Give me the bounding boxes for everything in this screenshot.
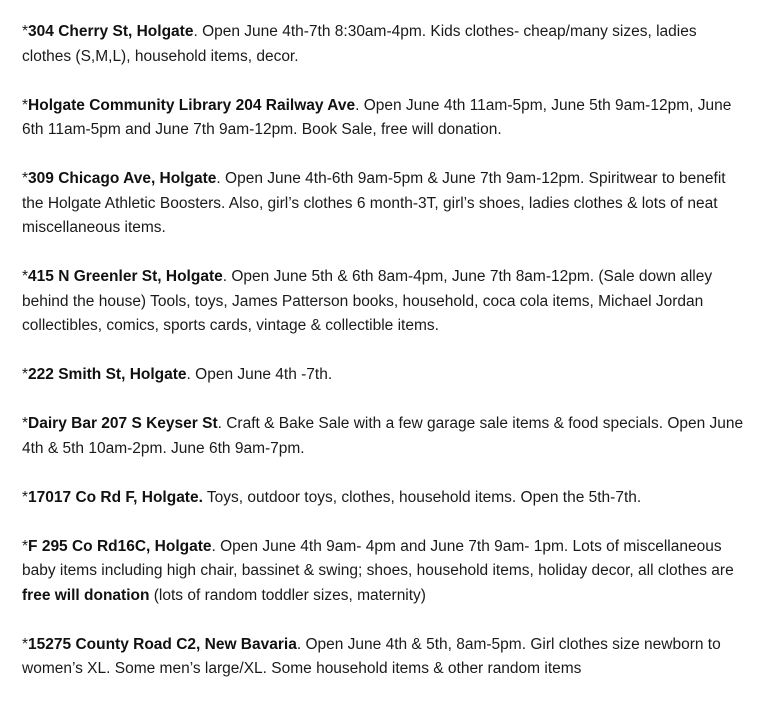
- listing-details-after: (lots of random toddler sizes, maternity): [149, 586, 426, 604]
- listing-15275-county-road-c2: [22, 633, 750, 682]
- listing-dairy-bar: [22, 412, 750, 461]
- listing-emphasis: free will donation: [22, 586, 150, 604]
- listing-details: . Open June 4th 11am-5pm, June 5th 9am-12pm, June 6th 11am-5pm and June 7th 9am-12pm. Book Sale, free will donation.: [22, 96, 732, 138]
- listing-details: . Open June 4th -7th.: [186, 366, 333, 383]
- listing-star: *: [22, 537, 29, 555]
- listing-address: 17017 Co Rd F, Holgate.: [28, 488, 203, 506]
- listing-222-smith-st: [22, 363, 750, 388]
- listing-address: 222 Smith St, Holgate: [28, 366, 187, 383]
- listing-star: *: [22, 488, 29, 506]
- listing-details: . Open June 4th 9am- 4pm and June 7th 9am- 1pm. Lots of miscellaneous baby items including high chair, bassinet & swing; shoes, household items, holiday decor, all clothes are: [22, 537, 734, 579]
- listing-star: *: [22, 96, 29, 114]
- listing-star: *: [22, 415, 29, 432]
- listing-address: 15275 County Road C2, New Bavaria: [28, 635, 297, 653]
- listing-415-n-greenler-st: [22, 265, 750, 339]
- listing-community-library: [22, 94, 750, 143]
- listing-address: Holgate Community Library 204 Railway Ave: [28, 96, 356, 114]
- listing-details: Toys, outdoor toys, clothes, household items. Open the 5th-7th.: [202, 488, 642, 506]
- listing-address: 309 Chicago Ave, Holgate: [28, 170, 217, 187]
- listing-address: 415 N Greenler St, Holgate: [28, 268, 223, 285]
- listing-address: Dairy Bar 207 S Keyser St: [28, 415, 218, 432]
- listing-details: . Open June 5th & 6th 8am-4pm, June 7th 8am-12pm. (Sale down alley behind the house) Tools, toys, James Patterson books, household, coca cola items, Michael Jordan collectibles, comics, sports cards, vintage & collectible items.: [22, 268, 713, 334]
- listing-star: *: [22, 366, 29, 383]
- listing-details: . Open June 4th & 5th, 8am-5pm. Girl clothes size newborn to women’s XL. Some men’s large/XL. Some household items & other random items: [22, 635, 721, 677]
- listing-star: *: [22, 635, 29, 653]
- listing-details: . Open June 4th-6th 9am-5pm & June 7th 9am-12pm. Spiritwear to benefit the Holgate Athletic Boosters. Also, girl’s clothes 6 month-3T, girl’s shoes, ladies clothes & lots of neat miscellaneous items.: [22, 170, 726, 236]
- listing-details: . Open June 4th-7th 8:30am-4pm. Kids clothes- cheap/many sizes, ladies clothes (S,M,L), household items, decor.: [22, 23, 697, 65]
- listing-address: 304 Cherry St, Holgate: [28, 23, 194, 40]
- listing-star: *: [22, 268, 29, 285]
- listing-f-295-co-rd16c: [22, 535, 750, 609]
- listing-17017-co-rd-f: [22, 486, 750, 511]
- listing-309-chicago-ave: [22, 167, 750, 241]
- listing-address: F 295 Co Rd16C, Holgate: [28, 537, 212, 555]
- listing-star: *: [22, 170, 29, 187]
- listing-304-cherry-st: [22, 20, 750, 69]
- listing-star: *: [22, 23, 29, 40]
- listing-details: . Craft & Bake Sale with a few garage sale items & food specials. Open June 4th & 5th 10am-2pm. June 6th 9am-7pm.: [22, 415, 744, 457]
